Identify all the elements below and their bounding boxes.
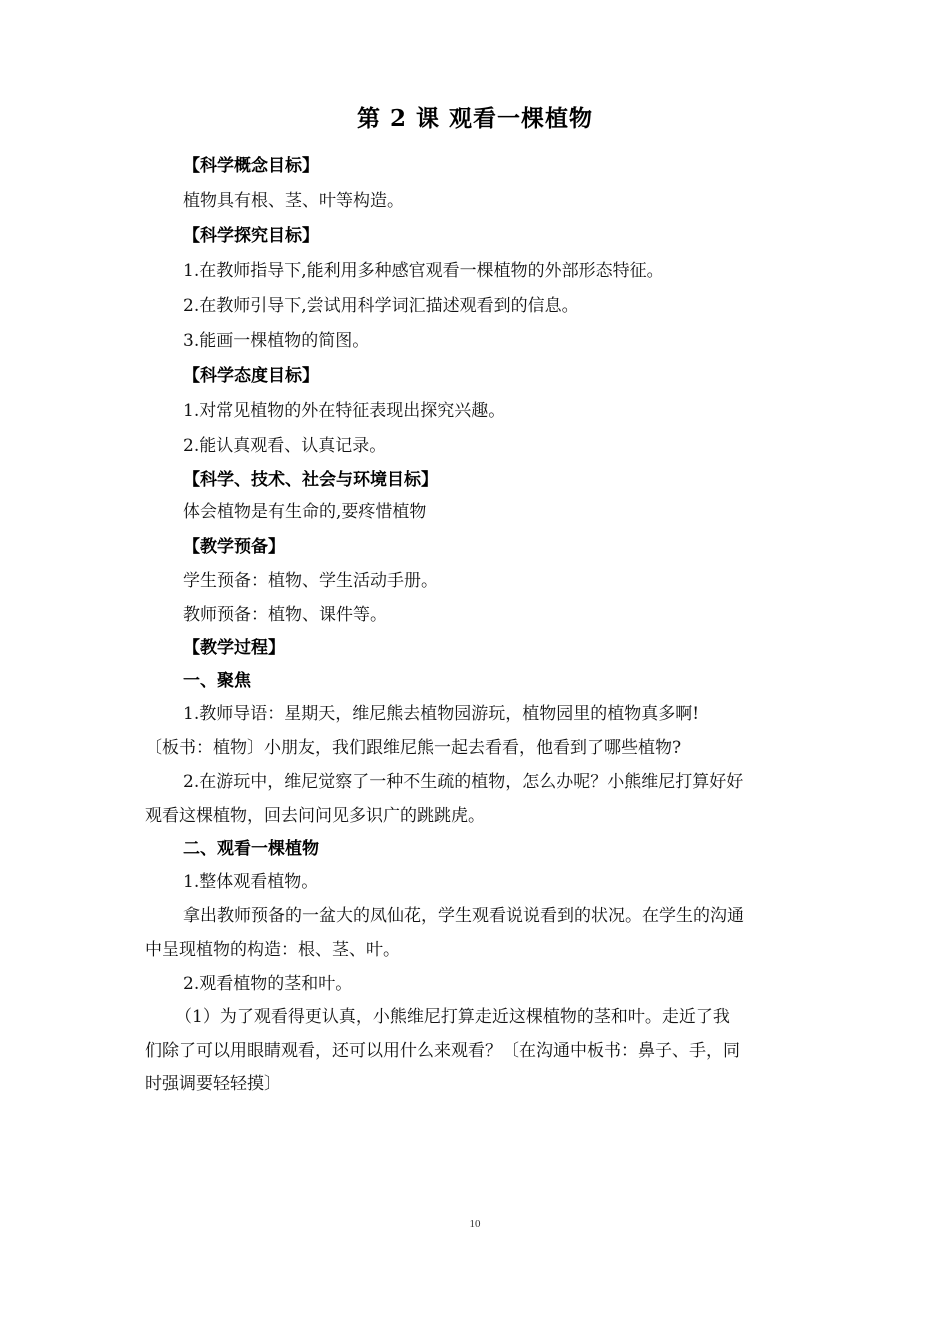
focus-paragraph-1-line-1: 1.教师导语：星期天，维尼熊去植物园游玩，植物园里的植物真多啊!: [183, 704, 700, 724]
stse-text: 体会植物是有生命的,要疼惜植物: [183, 502, 427, 522]
concept-heading: 【科学概念目标】: [183, 156, 319, 176]
observe-paragraph-1-line-2: 中呈现植物的构造：根、茎、叶。: [145, 940, 400, 960]
focus-paragraph-1-line-2: 〔板书：植物〕小朋友，我们跟维尼熊一起去看看，他看到了哪些植物?: [145, 738, 682, 758]
concept-text: 植物具有根、茎、叶等构造。: [183, 191, 404, 211]
lesson-title: 第 2 课 观看一棵植物: [356, 105, 594, 132]
observe-paragraph-2-line-1: （1）为了观看得更认真，小熊维尼打算走近这棵植物的茎和叶。走近了我: [175, 1007, 730, 1027]
focus-paragraph-2-line-2: 观看这棵植物，回去问问见多识广的跳跳虎。: [145, 806, 485, 826]
observe-paragraph-1-line-1: 拿出教师预备的一盆大的凤仙花，学生观看说说看到的状况。在学生的沟通: [183, 906, 744, 926]
process-heading: 【教学过程】: [183, 638, 285, 658]
attitude-item-1: 1.对常见植物的外在特征表现出探究兴趣。: [183, 401, 506, 421]
stse-heading: 【科学、技术、社会与环境目标】: [183, 470, 438, 490]
observe-paragraph-2-line-2: 们除了可以用眼睛观看，还可以用什么来观看？〔在沟通中板书：鼻子、手，同: [145, 1041, 740, 1061]
attitude-heading: 【科学态度目标】: [183, 366, 319, 386]
prep-student: 学生预备：植物、学生活动手册。: [183, 571, 438, 591]
inquiry-item-1: 1.在教师指导下,能利用多种感官观看一棵植物的外部形态特征。: [183, 261, 664, 281]
focus-paragraph-2-line-1: 2.在游玩中，维尼觉察了一种不生疏的植物，怎么办呢？小熊维尼打算好好: [183, 772, 744, 792]
page-number: 10: [469, 1218, 481, 1230]
prep-teacher: 教师预备：植物、课件等。: [183, 605, 387, 625]
observe-item-1: 1.整体观看植物。: [183, 872, 319, 892]
observe-item-2: 2.观看植物的茎和叶。: [183, 974, 353, 994]
observe-paragraph-2-line-3: 时强调要轻轻摸〕: [145, 1074, 281, 1094]
inquiry-item-2: 2.在教师引导下,尝试用科学词汇描述观看到的信息。: [183, 296, 579, 316]
inquiry-heading: 【科学探究目标】: [183, 226, 319, 246]
prep-heading: 【教学预备】: [183, 537, 285, 557]
inquiry-item-3: 3.能画一棵植物的简图。: [183, 331, 370, 351]
observe-heading: 二、观看一棵植物: [183, 839, 319, 859]
attitude-item-2: 2.能认真观看、认真记录。: [183, 436, 387, 456]
focus-heading: 一、聚焦: [183, 671, 251, 691]
